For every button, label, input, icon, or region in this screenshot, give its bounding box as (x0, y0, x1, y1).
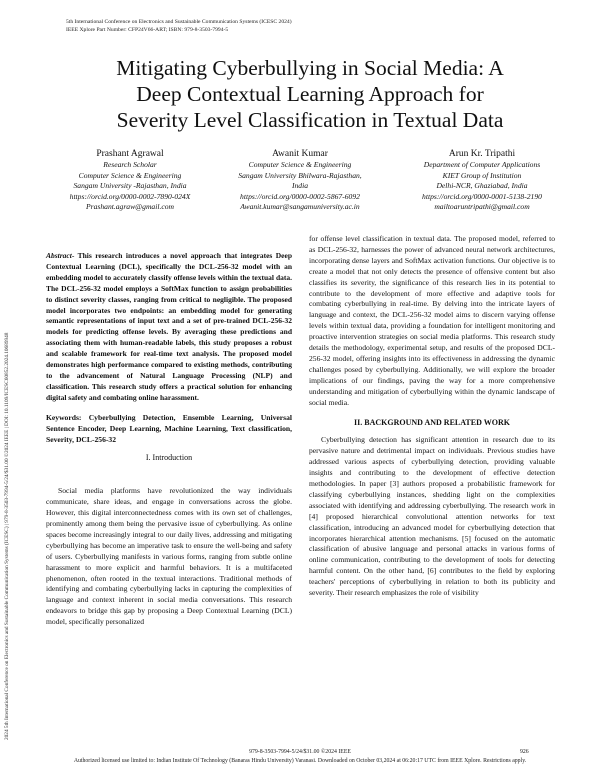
left-column (46, 251, 292, 628)
author-affiliation: Sangam University -Rajasthan, India (73, 181, 187, 190)
author-email[interactable]: Awanit.kumar@sangamuniversity.ac.in (240, 202, 360, 211)
title-line-1: Mitigating Cyberbullying in Social Media: A (116, 56, 504, 80)
author-orcid[interactable]: https://orcid.org/0000-0002-5867-6092 (240, 191, 360, 201)
author-block-1 (55, 148, 205, 213)
introduction-paragraph: Social media platforms have revolutionized the way individuals communicate, share ideas, and engage in conversations across the globe. However, this digital interconnectedness comes with its own set of challenges, prominently among them being the pervasive issue of cyberbullying. As online spaces become increasingly integral to our daily lives, addressing and mitigating cyberbullying has become an imperative task to ensure the well-being and safety of users. Cyberbullying manifests in various forms, ranging from subtle online harassment to more explicit and harmful behaviors. It is a multifaceted phenomenon, often rooted in the textual interactions. Traditional methods of identifying and combating cyberbullying lacks in capturing the complexities of language and context inherent in social media conversations. This research endeavors to bridge this gap by proposing a Deep Contextual Learning (DCL) model, specifically personalized (46, 486, 292, 627)
author-affiliation: Research Scholar (103, 160, 157, 169)
page-number: 926 (520, 749, 529, 755)
author-affiliation: KIET Group of Institution (442, 170, 522, 180)
author-email[interactable]: Prashant.agraw@gmail.com (86, 202, 174, 211)
running-header (66, 18, 292, 34)
author-affiliation: Computer Science & Engineering (248, 160, 352, 169)
footer-isbn: 979-8-3503-7994-5/24/$31.00 ©2024 IEEE (249, 749, 351, 755)
introduction-continued: for offense level classification in textual data. The proposed model, referred to as DCL-256-32, harnesses the power of advanced neural network architectures, incorporating dense layers and SoftMax activation functions. Our objective is to create a model that not only detects the presence of offensive content but also classifies its severity, the significance of this research lies in its potential to contribute to the development of more effective and adaptive tools for combating cyberbullying in real-time. By delving into the intricate layers of language and context, the DCL-256-32 model aims to discern varying offense levels within textual data, providing a foundation for intelligent monitoring and proactive intervention strategies on social media platforms. This research study details the methodology, experimental setup, and results of the proposed DCL-256-32 model, offering insights into its effectiveness in addressing the dynamic challenges posed by cyberbullying. Additionally, we will explore the broader implications of our findings, paving the way for a more comprehensive understanding and mitigation of cyberbullying within the dynamic landscape of social media. (309, 234, 555, 407)
author-orcid[interactable]: https://orcid.org/0000-0001-5138-2190 (422, 191, 542, 201)
abstract (46, 251, 292, 404)
author-name: Arun Kr. Tripathi (448, 149, 516, 159)
section-heading-introduction: I. Introduction (145, 453, 193, 463)
title-line-2: Deep Contextual Learning Approach for (136, 82, 484, 106)
author-name: Awanit Kumar (272, 149, 328, 159)
footer-license: Authorized licensed use limited to: Indian Institute Of Technology (Banaras Hindu University) Varanasi. Downloaded on October 03,2024 at 06:20:17 UTC from IEEE Xplore. Restrictions apply. (73, 758, 527, 764)
author-email[interactable]: mailtoaruntripathi@gmail.com (434, 202, 530, 211)
author-affiliation: Computer Science & Engineering (78, 170, 182, 180)
author-affiliation: India (291, 181, 309, 190)
keywords: Keywords: Cyberbullying Detection, Ensemble Learning, Universal Sentence Encoder, Deep Learning, Machine Learning, Text classification, Severity, DCL-256-32 (46, 412, 292, 444)
conference-name: 5th International Conference on Electronics and Sustainable Communication Systems (ICESC 2024) (66, 19, 292, 25)
paper-title (40, 55, 580, 133)
author-block-3 (398, 148, 566, 213)
title-line-3: Severity Level Classification in Textual Data (116, 108, 504, 132)
abstract-label: Abstract (46, 251, 72, 260)
side-margin-citation (4, 130, 14, 740)
author-affiliation: Department of Computer Applications (423, 160, 541, 169)
abstract-text: - This research introduces a novel approach that integrates Deep Contextual Learning (DCL), specifically the DCL-256-32 model with an embedding model to accurately classify offense levels within the textual data. The DCL-256-32 model employs a SoftMax function to assign probabilities to distinct severity classes, ranging from critical to negligible. The proposed model incorporates two endpoints: an embedding model for generating semantic representations of input text and a set of pre-trained DCL-256-32 models for predicting offense levels. By averaging these predictions and associating them with human-readable labels, this study proposes a robust and scalable framework for real-time text analysis. The proposed model demonstrates high performance compared to existing methods, contributing to the advancement of Natural Language Processing (NLP) and classification. This research study offers a practical solution for enhancing digital safety and combating online harassment. (46, 251, 292, 402)
author-affiliation: Delhi-NCR, Ghaziabad, India (436, 181, 528, 190)
part-number: IEEE Xplore Part Number: CFP24V66-ART; ISBN: 979-8-3503-7994-5 (66, 27, 229, 33)
author-block-2 (215, 148, 385, 213)
right-column (309, 234, 555, 599)
section-heading-background: II. BACKGROUND AND RELATED WORK (354, 417, 510, 427)
background-paragraph: Cyberbullying detection has significant attention in research due to its pervasive nature and detrimental impact on individuals. Previous studies have addressed various aspects of cyberbullying detection, providing valuable insights and contributing to the development of effective detection methodologies. In paper [3] authors proposed a probabilistic framework for classifying cyberbullying instances, shedding light on the complexities associated with identifying and addressing cyberbullying. The research work in [4] proposed hierarchical convolutional attention networks for text classification, introducing an advanced model for cyberbullying detection that incorporates hierarchical attention mechanisms. [5] focused on the automatic classification of abusive language and personal attacks in various forms of online communication, contributing to the development of tools for detecting harmful content. On the other hand, [6] contributes to the field by exploring teachers' perceptions of cyberbullying in relation to both its publicity and severity. Their research emphasizes the role of visibility (309, 435, 555, 598)
author-affiliation: Sangam University Bhilwara-Rajasthan, (238, 170, 362, 180)
author-orcid[interactable]: https://orcid.org/0000-0002-7890-024X (69, 191, 191, 201)
side-citation-text: 2024 5th International Conference on Electronics and Sustainable Communication Systems (ICESC) | 979-8-3503-7994-5/24/$31.00 ©2024 IEEE | DOI: 10.1109/ICESC60852.2024.10689948 (4, 332, 10, 740)
author-name: Prashant Agrawal (96, 149, 164, 159)
